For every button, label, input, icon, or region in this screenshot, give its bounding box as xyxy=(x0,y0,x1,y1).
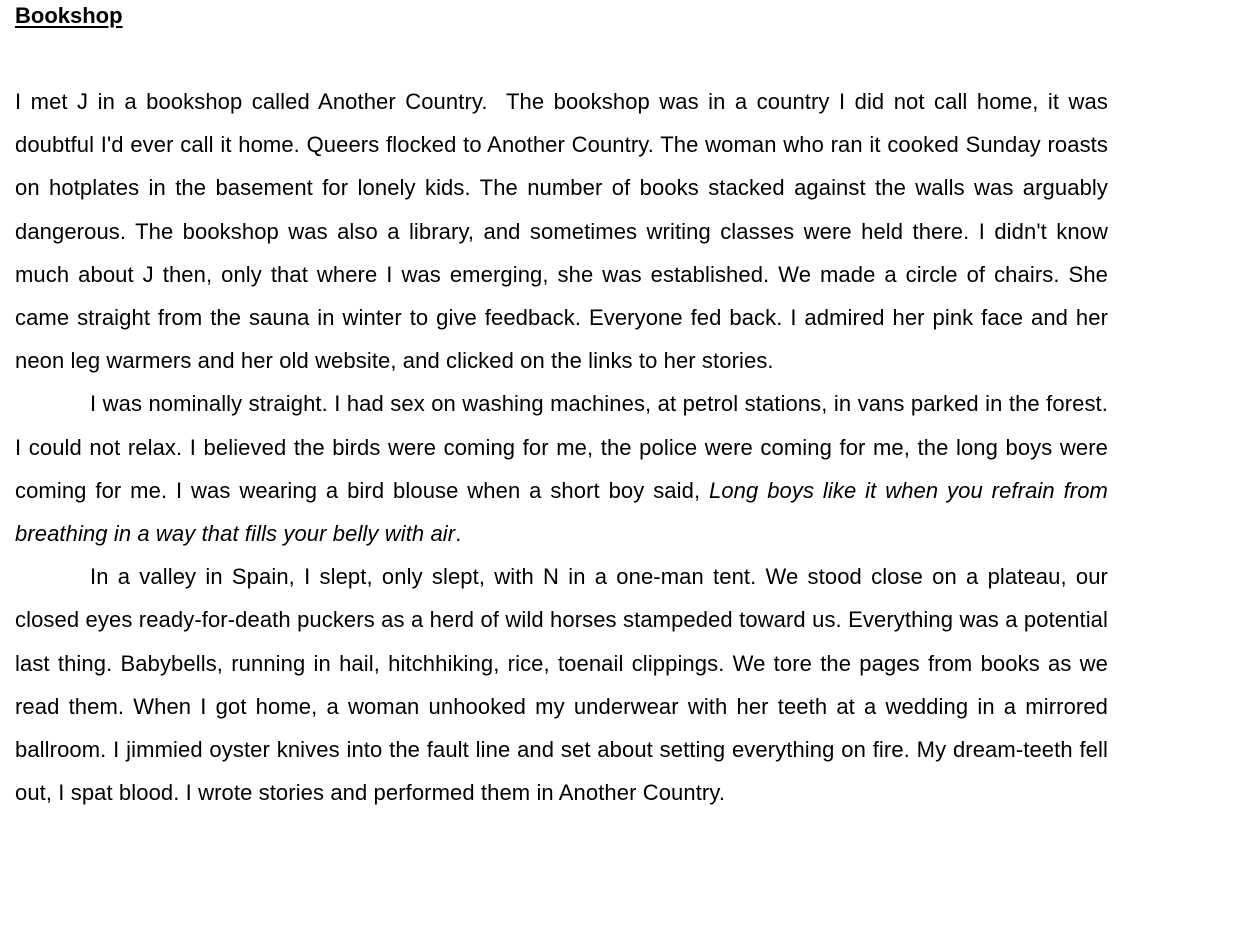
paragraph-valley-in-spain xyxy=(15,555,1108,814)
paragraph-2-text: I was nominally straight. I had sex on washing machines, at petrol stations, in vans parked in the forest. I could not relax. I believed the birds were coming for me, the police were coming for me, the long boys were coming for me. I was wearing a bird blouse when a short boy said, xyxy=(15,391,1108,503)
paragraph-3-text: In a valley in Spain, I slept, only slept, with N in a one-man tent. We stood close on a plateau, our closed eyes ready-for-death puckers as a herd of wild horses stampeded toward us. Everything was a potential last thing. Babybells, running in hail, hitchhiking, rice, toenail clippings. We tore the pages from books as we read them. When I got home, a woman unhooked my underwear with her teeth at a wedding in a mirrored ballroom. I jimmied oyster knives into the fault line and set about setting everything on fire. My dream-teeth fell out, I spat blood. I wrote stories and performed them in Another Country. xyxy=(15,564,1108,806)
paragraph-2-closing-period: . xyxy=(455,521,462,547)
paragraph-bookshop xyxy=(15,80,1108,382)
document-title: Bookshop xyxy=(15,3,123,28)
paragraph-nominally-straight xyxy=(15,382,1108,555)
paragraph-1-text: I met J in a bookshop called Another Country. The bookshop was in a country I did not call home, it was doubtful I'd ever call it home. Queers flocked to Another Country. The woman who ran it cooked Sunday roasts on hotplates in the basement for lonely kids. The number of books stacked against the walls was arguably dangerous. The bookshop was also a library, and sometimes writing classes were held there. I didn't know much about J then, only that where I was emerging, she was established. We made a circle of chairs. She came straight from the sauna in winter to give feedback. Everyone fed back. I admired her pink face and her neon leg warmers and her old website, and clicked on the links to her stories. xyxy=(15,89,1108,374)
paragraph-2-italic-quote: Long boys like it when you refrain from breathing in a way that fills your belly with air xyxy=(15,477,1108,547)
